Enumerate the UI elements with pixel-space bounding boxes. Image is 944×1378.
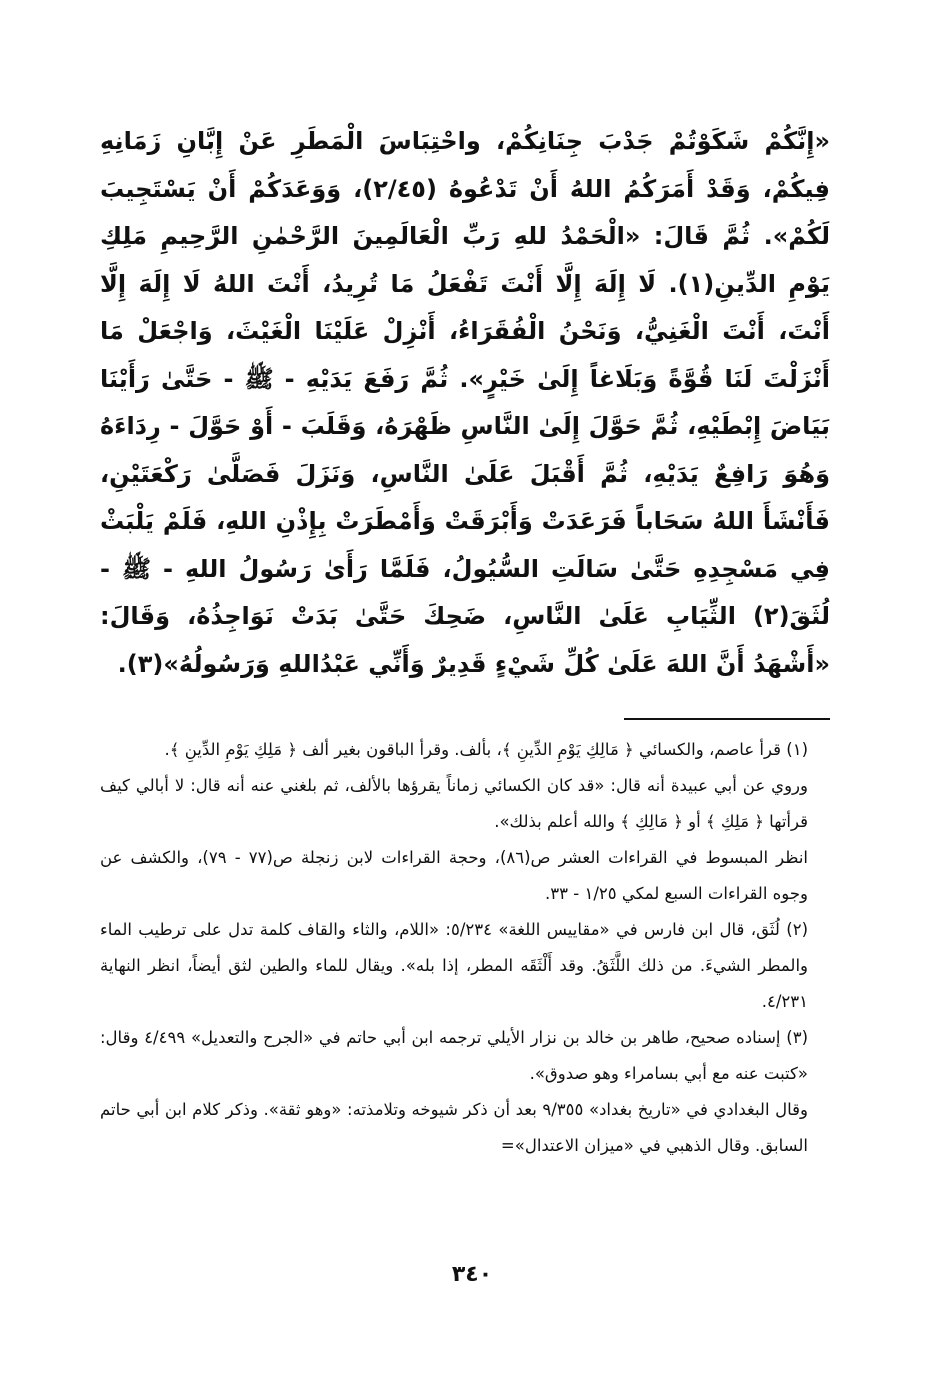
page-number: ٣٤٠	[451, 1262, 493, 1287]
footnote-1: (١) قرأ عاصم، والكسائي ﴿ مَالِكِ يَوْمِ الدِّينِ ﴾، بألف. وقرأ الباقون بغير ألف ﴿ مَلِكِ يَوْمِ الدِّينِ ﴾.	[164, 740, 808, 759]
footnotes-block	[100, 732, 830, 1164]
main-paragraph: «إِنَّكُمْ شَكَوْتُمْ جَدْبَ جِنَانِكُمْ، واحْتِبَاسَ الْمَطَرِ عَنْ إِبَّانِ زَمَانِهِ فِيكُمْ، وَقَدْ أَمَرَكُمُ اللهُ أَنْ تَدْعُوهُ (٢/٤٥)، وَوَعَدَكُمْ أَنْ يَسْتَجِيبَ لَكُمْ». ثُمَّ قَالَ: «الْحَمْدُ للهِ رَبِّ الْعَالَمِينَ الرَّحْمٰنِ الرَّحِيمِ مَلِكِ يَوْمِ الدِّينِ(١). لَا إِلَهَ إِلَّا أَنْتَ تَفْعَلُ مَا تُرِيدُ، أَنْتَ اللهُ لَا إِلَهَ إِلَّا أَنْتَ، أَنْتَ الْغَنِيُّ، وَنَحْنُ الْفُقَرَاءُ، أَنْزِلْ عَلَيْنَا الْغَيْثَ، وَاجْعَلْ مَا أَنْزَلْتَ لَنَا قُوَّةً وَبَلَاغاً إِلَىٰ خَيْرٍ». ثُمَّ رَفَعَ يَدَيْهِ - ﷺ - حَتَّىٰ رَأَيْنَا بَيَاضَ إِبْطَيْهِ، ثُمَّ حَوَّلَ إِلَىٰ النَّاسِ ظَهْرَهُ، وَقَلَبَ - أَوْ حَوَّلَ - رِدَاءَهُ وَهُوَ رَافِعٌ يَدَيْهِ، ثُمَّ أَقْبَلَ عَلَىٰ النَّاسِ، وَنَزَلَ فَصَلَّىٰ رَكْعَتَيْنِ، فَأَنْشَأَ اللهُ سَحَاباً فَرَعَدَتْ وَأَبْرَقَتْ وَأَمْطَرَتْ بِإِذْنِ اللهِ، فَلَمْ يَلْبَثْ فِي مَسْجِدِهِ حَتَّىٰ سَالَتِ السُّيُولُ، فَلَمَّا رَأَىٰ رَسُولُ اللهِ - ﷺ - لُثَقَ(٢) الثِّيَابِ عَلَىٰ النَّاسِ، ضَحِكَ حَتَّىٰ بَدَتْ نَوَاجِذُهُ، وَقَالَ: «أَشْهَدُ أَنَّ اللهَ عَلَىٰ كُلِّ شَيْءٍ قَدِيرٌ وَأَنِّي عَبْدُاللهِ وَرَسُولُهُ»(٣).	[100, 127, 830, 678]
footnote-3: (٣) إسناده صحيح، طاهر بن خالد بن نزار الأيلي ترجمه ابن أبي حاتم في «الجرح والتعديل» ٤/٤٩٩ وقال: «كتبت عنه مع أبي بسامراء وهو صدوق».	[100, 1028, 808, 1083]
footnote-2: (٢) لُثَق، قال ابن فارس في «مقاييس اللغة» ٥/٢٣٤: «اللام، والثاء والقاف كلمة تدل على ترطيب الماء والمطر الشيءَ. من ذلك اللَّثَقُ. وقد أَلْثَقَه المطر، إذا بله». ويقال للماء والطين لثق أيضاً، انظر النهاية ٤/٢٣١.	[100, 920, 809, 1011]
main-text-block	[100, 118, 830, 688]
footnote-3-note-a: وقال البغدادي في «تاريخ بغداد» ٩/٣٥٥ بعد أن ذكر شيوخه وتلامذته: «وهو ثقة». وذكر كلام ابن أبي حاتم السابق. وقال الذهبي في «ميزان الاعتدال»=	[100, 1100, 808, 1155]
footnote-1-note-b: انظر المبسوط في القراءات العشر ص(٨٦)، وحجة القراءات لابن زنجلة ص(٧٧ - ٧٩)، والكشف عن وجوه القراءات السبع لمكي ١/٢٥ - ٣٣.	[100, 848, 808, 903]
footnote-divider	[624, 718, 830, 720]
footnote-1-note-a: وروي عن أبي عبيدة أنه قال: «قد كان الكسائي زماناً يقرؤها بالألف، ثم بلغني عنه أنه قال: لا أبالي كيف قرأتها ﴿ مَلِكِ ﴾ أو ﴿ مَالِكِ ﴾ والله أعلم بذلك».	[100, 776, 808, 831]
